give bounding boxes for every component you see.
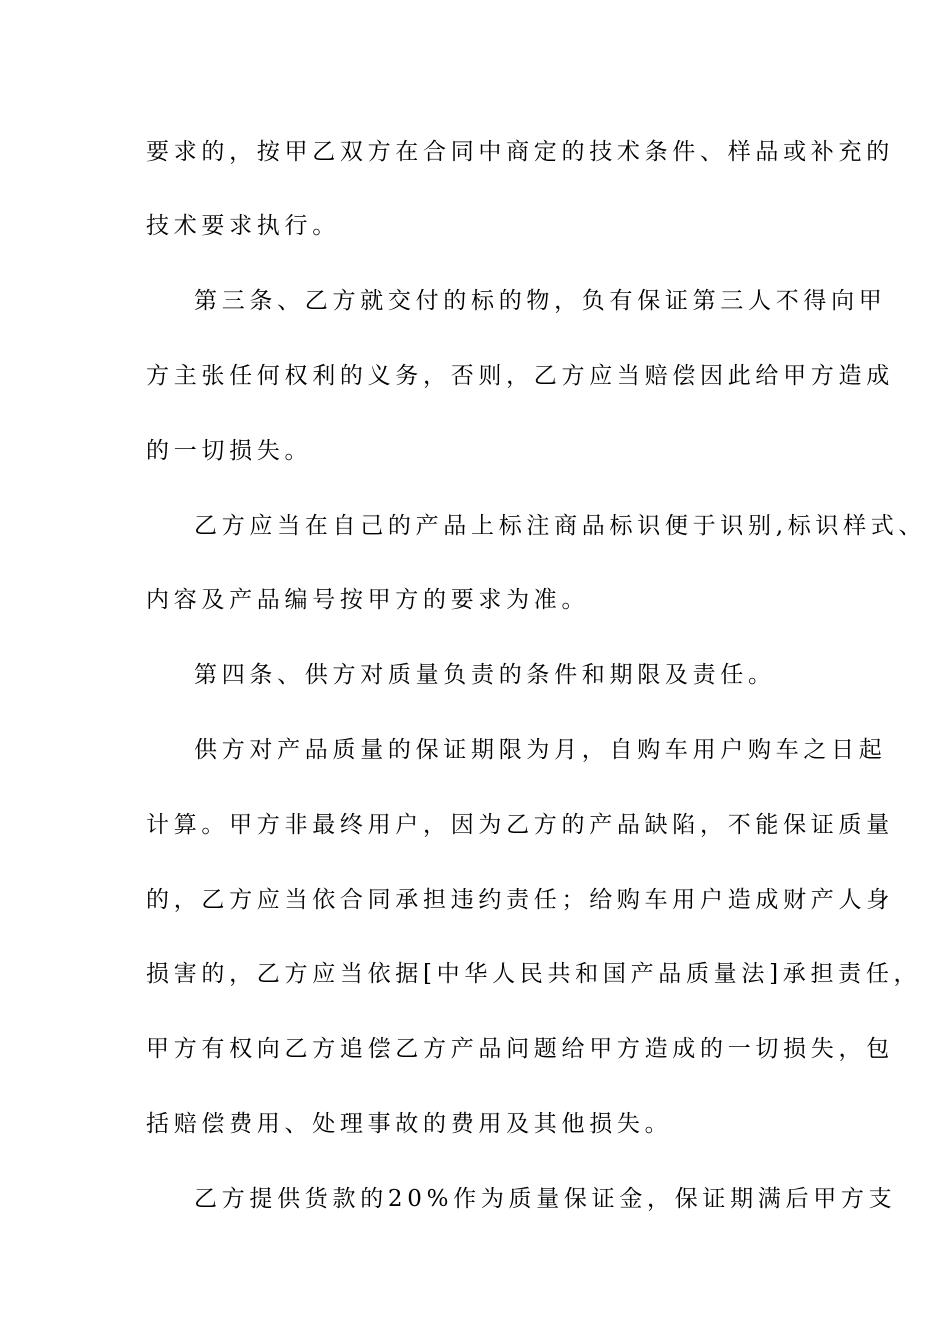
- paragraph-start-line: 乙方提供货款的20%作为质量保证金，保证期满后甲方支: [194, 1186, 897, 1212]
- text-line: 技术要求执行。: [146, 213, 340, 239]
- paragraph-start-line: 第三条、乙方就交付的标的物，负有保证第三人不得向甲: [194, 288, 887, 314]
- text-line: 方主张任何权利的义务，否则，乙方应当赔偿因此给甲方造成: [146, 363, 894, 389]
- text-line: 要求的，按甲乙双方在合同中商定的技术条件、样品或补充的: [146, 139, 894, 165]
- text-line: 的一切损失。: [146, 438, 313, 464]
- text-line: 的，乙方应当依合同承担违约责任；给购车用户造成财产人身: [146, 887, 894, 913]
- paragraph-start-line: 供方对产品质量的保证期限为月，自购车用户购车之日起: [194, 737, 887, 763]
- text-line: 计算。甲方非最终用户，因为乙方的产品缺陷，不能保证质量: [146, 812, 894, 838]
- paragraph-start-line: 乙方应当在自己的产品上标注商品标识便于识别,标识样式、: [194, 513, 927, 539]
- text-line: 括赔偿费用、处理事故的费用及其他损失。: [146, 1111, 673, 1137]
- text-line: 损害的，乙方应当依据[中华人民共和国产品质量法]承担责任，: [146, 961, 922, 987]
- text-line: 内容及产品编号按甲方的要求为准。: [146, 587, 590, 613]
- paragraph-start-line: 第四条、供方对质量负责的条件和期限及责任。: [194, 662, 776, 688]
- text-line: 甲方有权向乙方追偿乙方产品问题给甲方造成的一切损失，包: [146, 1036, 894, 1062]
